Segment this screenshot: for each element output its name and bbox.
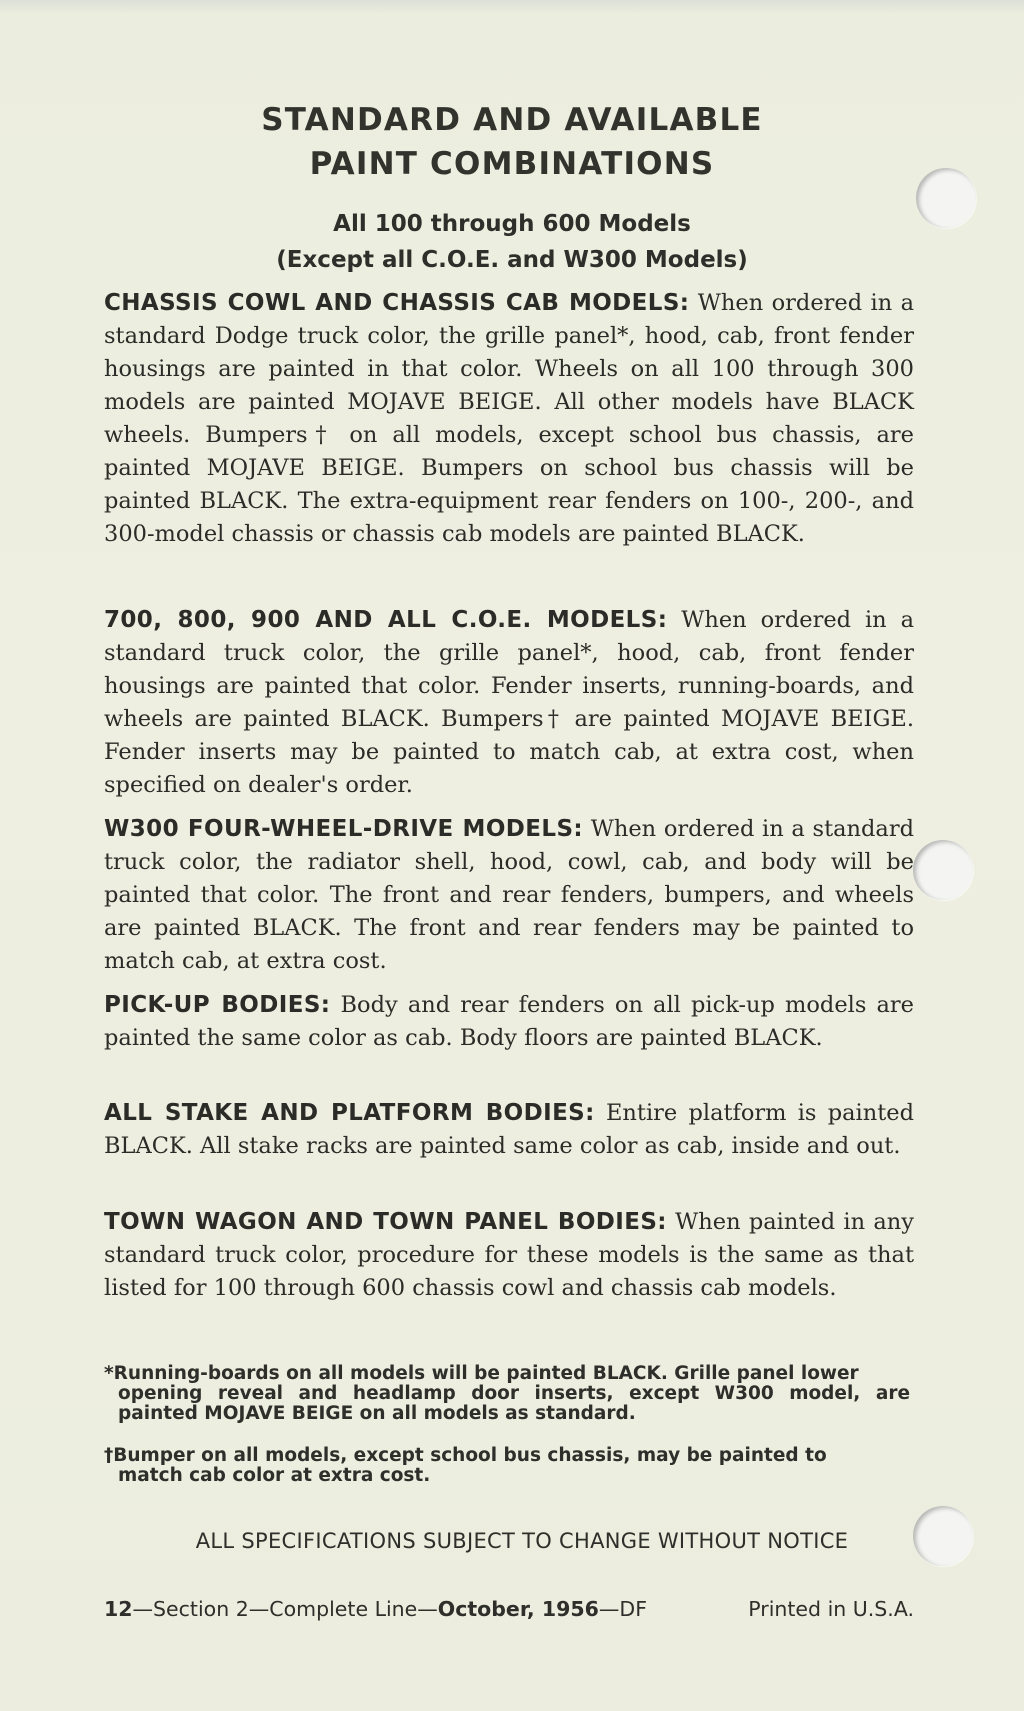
page-title-line2: PAINT COMBINATIONS xyxy=(309,146,715,182)
section-stake-platform xyxy=(104,1097,914,1163)
section-heading: ALL STAKE AND PLATFORM BODIES: xyxy=(104,1100,595,1126)
printed-in: Printed in U.S.A. xyxy=(748,1597,914,1621)
section-heading: W300 FOUR-WHEEL-DRIVE MODELS: xyxy=(104,816,584,842)
footer-date: October, 1956 xyxy=(437,1597,599,1621)
section-heading: TOWN WAGON AND TOWN PANEL BODIES: xyxy=(104,1209,667,1235)
page-title-line1: STANDARD AND AVAILABLE xyxy=(261,102,763,138)
change-notice: ALL SPECIFICATIONS SUBJECT TO CHANGE WITHOUT NOTICE xyxy=(195,1529,849,1553)
subtitle-line1: All 100 through 600 Models xyxy=(333,211,691,237)
footnote-rest: opening reveal and headlamp door inserts, except W300 model, are painted MOJAVE BEIGE on all models as standard. xyxy=(118,1383,910,1424)
section-text: When ordered in a standard Dodge truck color, the grille panel*, hood, cab, front fender housings are painted in that color. Wheels on all 100 through 300 models are painted MOJAVE BEIGE. All other models have BLACK wheels. Bumpers† on all models, except school bus chassis, are painted MOJAVE BEIGE. Bumpers on school bus chassis will be painted BLACK. The extra-equipment rear fenders on 100-, 200-, and 300-model chassis or chassis cab models are painted BLACK. xyxy=(104,290,914,547)
section-heading: 700, 800, 900 AND ALL C.O.E. MODELS: xyxy=(104,607,668,633)
section-text: When painted in any standard truck color, procedure for these models is the same as that listed for 100 through 600 chassis cowl and chassis cab models. xyxy=(104,1209,914,1301)
section-text: When ordered in a standard truck color, the radiator shell, hood, cowl, cab, and body will be painted that color. The front and rear fenders, bumpers, and wheels are painted BLACK. The front and rear fenders may be painted to match cab, at extra cost. xyxy=(104,816,915,974)
footnote-first-line: †Bumper on all models, except school bus chassis, may be painted to xyxy=(104,1445,827,1466)
footnote-first-line: *Running-boards on all models will be painted BLACK. Grille panel lower xyxy=(104,1363,859,1384)
section-town-wagon xyxy=(104,1206,914,1305)
section-700-800-900 xyxy=(104,604,914,802)
subtitle-line2: (Except all C.O.E. and W300 Models) xyxy=(276,247,748,273)
section-chassis-cowl xyxy=(104,287,914,551)
footer-code: —DF xyxy=(598,1597,647,1621)
section-pick-up xyxy=(104,989,914,1055)
footer-section: —Section 2—Complete Line— xyxy=(132,1597,438,1621)
section-heading: CHASSIS COWL AND CHASSIS CAB MODELS: xyxy=(104,290,690,316)
footnote-rest: match cab color at extra cost. xyxy=(118,1465,431,1486)
page-footer xyxy=(104,1594,914,1624)
section-heading: PICK-UP BODIES: xyxy=(104,992,331,1018)
section-text: Entire platform is painted BLACK. All stake racks are painted same color as cab, inside and out. xyxy=(104,1100,914,1159)
binder-hole-middle xyxy=(913,840,973,900)
page-number: 12 xyxy=(104,1597,133,1621)
section-text: Body and rear fenders on all pick-up models are painted the same color as cab. Body floors are painted BLACK. xyxy=(104,992,914,1051)
section-w300 xyxy=(104,813,914,978)
footnote-running-boards xyxy=(104,1364,910,1424)
footnote-bumper xyxy=(104,1446,910,1486)
section-text: When ordered in a standard truck color, the grille panel*, hood, cab, front fender housings are painted that color. Fender inserts, running-boards, and wheels are painted BLACK. Bumpers† are painted MOJAVE BEIGE. Fender inserts may be painted to match cab, at extra cost, when specified on dealer's order. xyxy=(104,607,914,798)
